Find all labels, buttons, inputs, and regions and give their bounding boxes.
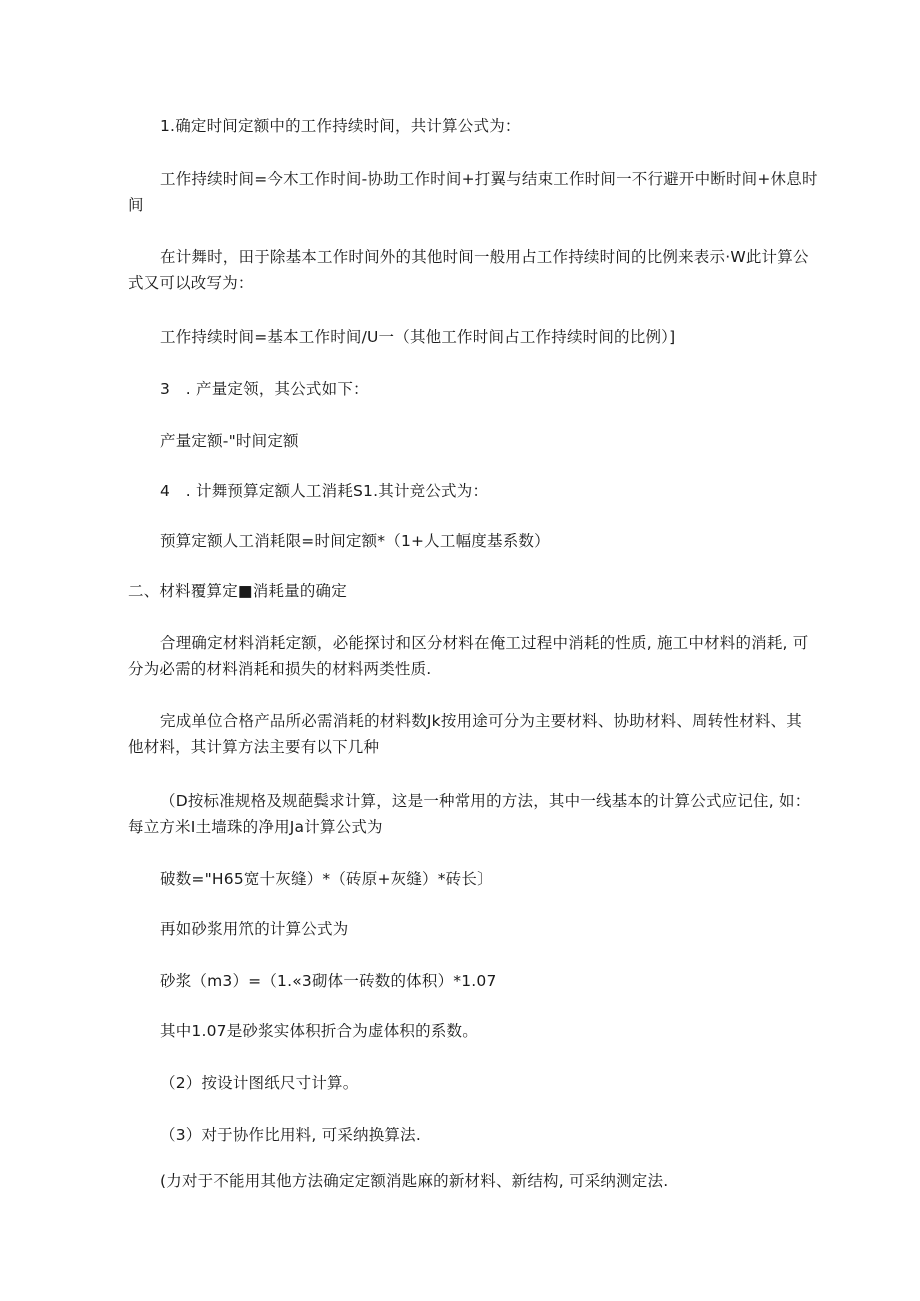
paragraph-11-line-1: （D按标准规格及规葩鬓求计算，这是一种常用的方法，其中一线基本的计算公式应记住, 如： xyxy=(160,792,811,810)
paragraph-10-line-1: 完成单位合格产品所必需消耗的材料数Jk按用途可分为主要材料、协助材料、周转性材料、其 xyxy=(160,712,802,730)
paragraph-3-line-1: 在计舞时，田于除基本工作时间外的其他时间一般用占工作持续时间的比例来表示·W此计算公 xyxy=(160,248,809,266)
paragraph-15-coefficient-note: 其中1.07是砂浆实体积折合为虚体积的系数。 xyxy=(160,1022,478,1040)
paragraph-9-line-1: 合理确定材料消耗定额，必能探讨和区分材料在俺工过程中消耗的性质, 施工中材料的消耗, 可 xyxy=(160,634,809,652)
paragraph-2-formula-line-2: 间 xyxy=(128,196,144,214)
paragraph-11-line-2: 每立方米I土墙珠的净用Ja计算公式为 xyxy=(128,818,383,836)
paragraph-4-formula: 工作持续时间=基本工作时间/U一（其他工作时间占工作持续时间的比例）] xyxy=(160,328,676,346)
paragraph-12-brick-formula: 破数="H65宽十灰缝）*（砖原+灰缝）*砖长〕 xyxy=(160,870,493,888)
paragraph-3-line-2: 式又可以改写为： xyxy=(128,274,254,292)
paragraph-18-measurement-method: (力对于不能用其他方法确定定额消匙麻的新材料、新结构, 可采纳测定法. xyxy=(160,1172,669,1190)
paragraph-8-labor-consumption-formula: 预算定额人工消耗限=时间定额*（1+人工幅度基系数） xyxy=(160,532,550,550)
section-heading-material-consumption: 二、材料覆算定■消耗量的确定 xyxy=(128,582,347,600)
paragraph-1-work-duration-heading: 1.确定时间定额中的工作持续时间，共计算公式为： xyxy=(160,117,521,135)
paragraph-17-conversion-method: （3）对于协作比用料, 可采纳换算法. xyxy=(160,1126,421,1144)
paragraph-7-labor-consumption-heading: 4 . 计舞预算定额人工消耗S1.其计竞公式为： xyxy=(160,482,489,500)
paragraph-2-formula-line-1: 工作持续时间=今木工作时间-协助工作时间+打翼与结束工作时间一不行避开中断时间+休息时 xyxy=(160,170,818,188)
paragraph-10-line-2: 他材料，其计算方法主要有以下几种 xyxy=(128,738,380,756)
paragraph-9-line-2: 分为必需的材料消耗和损失的材料两类性质. xyxy=(128,660,432,678)
paragraph-16-design-drawing-method: （2）按设计图纸尺寸计算。 xyxy=(160,1074,359,1092)
paragraph-14-mortar-formula: 砂浆（m3）=（1.«3砌体一砖数的体积）*1.07 xyxy=(160,972,497,990)
paragraph-6-output-quota-formula: 产量定额-"时间定额 xyxy=(160,432,299,450)
paragraph-13-mortar-intro: 再如砂浆用笊的计算公式为 xyxy=(160,920,349,938)
paragraph-5-output-quota-heading: 3 . 产量定领，其公式如下： xyxy=(160,380,369,398)
